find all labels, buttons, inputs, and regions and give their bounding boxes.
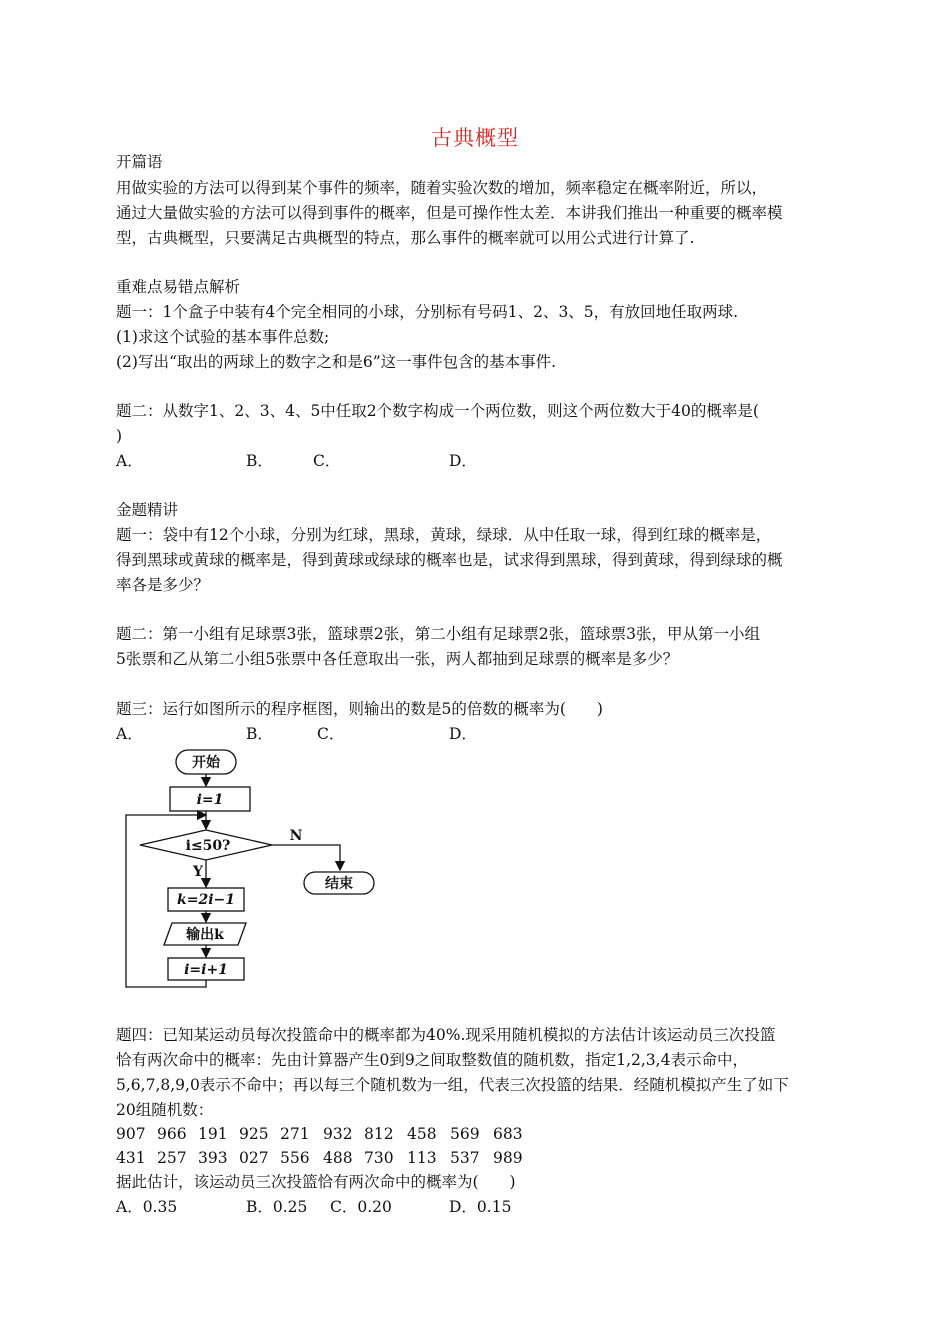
- random-number: 925: [239, 1125, 269, 1143]
- compute-label: k=2i−1: [177, 892, 235, 908]
- end-label: 结束: [325, 876, 353, 892]
- choice-b: B．0.25: [246, 1198, 308, 1216]
- gold-q4-line: 5,6,7,8,9,0表示不命中；再以每三个随机数为一组，代表三次投篮的结果．经随机模拟产生了如下: [116, 1076, 789, 1094]
- gold-q2-line: 题二：第一小组有足球票3张，篮球票2张，第二小组有足球票2张，篮球票3张，甲从第一小组: [116, 625, 760, 643]
- gold-q1-line: 题一：袋中有12个小球，分别为红球，黑球，黄球，绿球．从中任取一球，得到红球的概率是，: [116, 526, 772, 544]
- condition-label: i≤50?: [185, 838, 231, 854]
- choice-d: D．: [449, 725, 477, 743]
- random-number: 730: [364, 1149, 394, 1167]
- increment-label: i=i+1: [184, 962, 228, 978]
- random-number: 393: [198, 1149, 228, 1167]
- gold-q4-line: 20组随机数：: [116, 1101, 214, 1119]
- random-number: 932: [323, 1125, 353, 1143]
- random-number: 458: [407, 1125, 437, 1143]
- choice-d: D．: [449, 452, 477, 470]
- random-number: 537: [450, 1149, 480, 1167]
- analysis-q1-line: (1)求这个试验的基本事件总数;: [116, 328, 330, 346]
- random-number: 431: [116, 1149, 146, 1167]
- no-label: N: [289, 828, 303, 844]
- gold-q1-line: 率各是多少？: [116, 576, 210, 594]
- start-label: 开始: [192, 755, 220, 771]
- analysis-q1-line: (2)写出“取出的两球上的数字之和是6”这一事件包含的基本事件.: [116, 353, 557, 371]
- intro-line: 用做实验的方法可以得到某个事件的频率，随着实验次数的增加，频率稳定在概率附近，所以，: [116, 179, 768, 197]
- random-number: 113: [407, 1149, 437, 1167]
- choice-c: C．: [317, 725, 345, 743]
- intro-heading: 开篇语: [116, 153, 163, 171]
- gold-q4-line: 题四：已知某运动员每次投篮命中的概率都为40%.现采用随机模拟的方法估计该运动员三次投篮: [116, 1026, 776, 1044]
- random-number: 989: [493, 1149, 523, 1167]
- choice-d: D．0.15: [449, 1198, 512, 1216]
- choice-b: B．: [246, 452, 273, 470]
- choice-c: C．0.20: [330, 1198, 392, 1216]
- document-title: 古典概型: [431, 126, 519, 150]
- yes-label: Y: [193, 864, 203, 880]
- intro-line: 通过大量做实验的方法可以得到事件的概率，但是可操作性太差．本讲我们推出一种重要的概率模: [116, 204, 783, 222]
- analysis-q2-line: ): [116, 427, 123, 445]
- random-number: 488: [323, 1149, 353, 1167]
- flowchart: [118, 745, 398, 995]
- random-number: 907: [116, 1125, 146, 1143]
- random-number: 812: [364, 1125, 394, 1143]
- gold-q1-line: 得到黑球或黄球的概率是，得到黄球或绿球的概率也是，试求得到黑球，得到黄球，得到绿球的概: [116, 551, 783, 569]
- choice-a: A．: [116, 725, 143, 743]
- random-number: 556: [280, 1149, 310, 1167]
- random-number: 027: [239, 1149, 269, 1167]
- init-label: i=1: [196, 792, 224, 808]
- choice-c: C．: [313, 452, 341, 470]
- output-label: 输出k: [186, 927, 224, 943]
- random-number: 271: [280, 1125, 310, 1143]
- gold-heading: 金题精讲: [116, 501, 179, 519]
- gold-q4-line: 恰有两次命中的概率：先由计算器产生0到9之间取整数值的随机数，指定1,2,3,4表示命中，: [116, 1051, 748, 1069]
- random-number: 683: [493, 1125, 523, 1143]
- gold-q4-question: 据此估计，该运动员三次投篮恰有两次命中的概率为( ): [116, 1173, 516, 1191]
- random-number: 966: [157, 1125, 187, 1143]
- choice-a: A．: [116, 452, 143, 470]
- analysis-q1-line: 题一：1个盒子中装有4个完全相同的小球，分别标有号码1、2、3、5，有放回地任取两球.: [116, 303, 739, 321]
- gold-q2-line: 5张票和乙从第二小组5张票中各任意取出一张，两人都抽到足球票的概率是多少？: [116, 650, 679, 668]
- choice-b: B．: [246, 725, 273, 743]
- choice-a: A．0.35: [116, 1198, 178, 1216]
- random-number: 569: [450, 1125, 480, 1143]
- random-number: 257: [157, 1149, 187, 1167]
- gold-q3-line: 题三：运行如图所示的程序框图，则输出的数是5的倍数的概率为( ): [116, 700, 603, 718]
- intro-line: 型，古典概型，只要满足古典概型的特点，那么事件的概率就可以用公式进行计算了.: [116, 229, 695, 247]
- analysis-q2-line: 题二：从数字1、2、3、4、5中任取2个数字构成一个两位数，则这个两位数大于40的概率是(: [116, 402, 759, 420]
- random-number: 191: [198, 1125, 228, 1143]
- analysis-heading: 重难点易错点解析: [116, 278, 241, 296]
